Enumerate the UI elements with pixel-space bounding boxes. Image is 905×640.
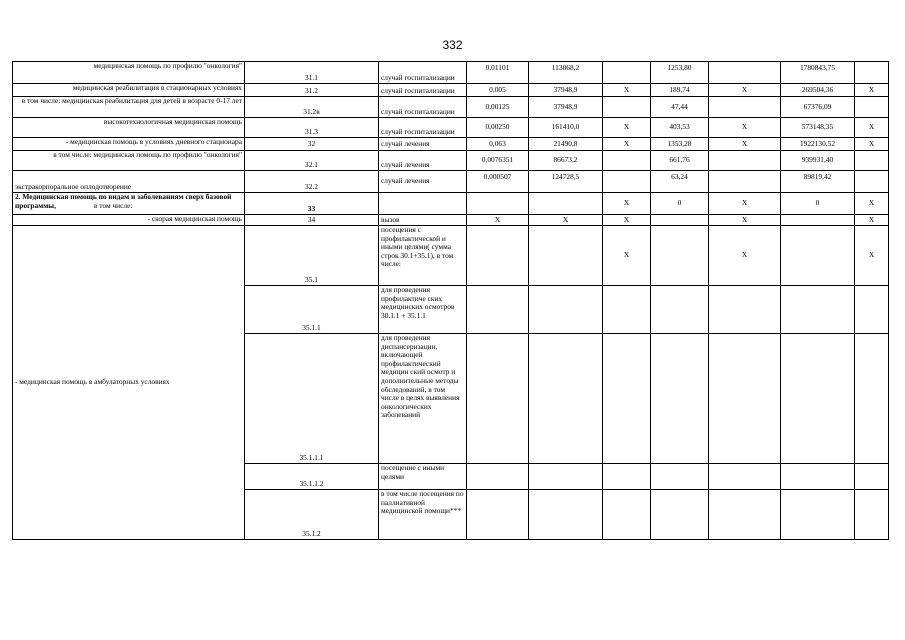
- table-cell: X: [855, 138, 889, 151]
- table-cell: [13, 215, 245, 226]
- table-cell: X: [603, 118, 651, 138]
- table-cell: [855, 334, 889, 464]
- table-cell: 1780843,75: [781, 62, 855, 84]
- table-cell: для проведения профилактиче ских медицинских осмотров 30.1.1 + 35.1.1: [379, 286, 467, 334]
- table-cell: 35.1.1: [245, 286, 379, 334]
- table-cell: 0: [651, 193, 709, 215]
- table-cell: 32.2: [245, 171, 379, 193]
- table-cell: - медицинская помощь в амбулаторных условиях: [13, 226, 245, 540]
- table-cell: X: [855, 118, 889, 138]
- table-cell: X: [855, 84, 889, 97]
- table-cell: случай госпитализации: [379, 118, 467, 138]
- table-cell: [781, 334, 855, 464]
- table-cell: [603, 151, 651, 171]
- table-row: [13, 97, 889, 118]
- table-cell: [13, 193, 245, 215]
- medical-care-table: [12, 61, 889, 540]
- table-cell: [709, 334, 781, 464]
- table-cell: X: [709, 193, 781, 215]
- table-cell: X: [855, 226, 889, 286]
- table-cell: [709, 97, 781, 118]
- row-name: высокотехнологичная медицинская помощь: [103, 117, 242, 126]
- table-cell: 47,44: [651, 97, 709, 118]
- table-cell: 1253,80: [651, 62, 709, 84]
- table-cell: X: [529, 215, 603, 226]
- table-cell: посещение с иными целями: [379, 464, 467, 490]
- row-name: - медицинская помощь в условиях дневного стационара: [65, 137, 242, 146]
- table-cell: [855, 464, 889, 490]
- table-row: [13, 118, 889, 138]
- table-cell: [379, 193, 467, 215]
- table-cell: 89819,42: [781, 171, 855, 193]
- table-cell: случай лечения: [379, 151, 467, 171]
- table-cell: [529, 490, 603, 540]
- table-cell: X: [709, 226, 781, 286]
- table-cell: случай лечения: [379, 171, 467, 193]
- table-cell: [855, 286, 889, 334]
- table-cell: [709, 286, 781, 334]
- table-cell: [709, 490, 781, 540]
- table-cell: [13, 62, 245, 84]
- table-cell: 269504,36: [781, 84, 855, 97]
- table-cell: X: [709, 84, 781, 97]
- table-cell: посещения с профилактической и иными целями( сумма строк 30.1+35.1), в том числе:: [379, 226, 467, 286]
- table-cell: [781, 286, 855, 334]
- table-cell: 0,00125: [467, 97, 529, 118]
- table-cell: [13, 151, 245, 171]
- table-cell: [709, 171, 781, 193]
- table-cell: [781, 464, 855, 490]
- table-cell: [855, 62, 889, 84]
- row-name-suffix: в том числе:: [93, 200, 133, 210]
- table-row: [13, 138, 889, 151]
- table-row: [13, 84, 889, 97]
- table-cell: X: [709, 138, 781, 151]
- table-row: [13, 215, 889, 226]
- table-cell: 0: [781, 193, 855, 215]
- table-cell: X: [709, 215, 781, 226]
- table-cell: [651, 464, 709, 490]
- table-cell: X: [709, 118, 781, 138]
- table-cell: 35.1.1.2: [245, 464, 379, 490]
- table-cell: 37948,9: [529, 84, 603, 97]
- table-cell: 63,24: [651, 171, 709, 193]
- table-cell: 32: [245, 138, 379, 151]
- table-cell: [603, 490, 651, 540]
- table-cell: 0,000507: [467, 171, 529, 193]
- table-cell: [13, 97, 245, 118]
- table-cell: [709, 464, 781, 490]
- table-cell: [709, 62, 781, 84]
- table-cell: 35.1.1.1: [245, 334, 379, 464]
- table-body: [13, 62, 889, 540]
- page-number: 332: [442, 38, 463, 52]
- table-cell: [529, 334, 603, 464]
- table-cell: 0,063: [467, 138, 529, 151]
- table-cell: [855, 151, 889, 171]
- table-cell: случай госпитализации: [379, 84, 467, 97]
- table-cell: 189,74: [651, 84, 709, 97]
- table-cell: [467, 286, 529, 334]
- table-cell: [13, 171, 245, 193]
- table-cell: [529, 226, 603, 286]
- table-cell: X: [603, 193, 651, 215]
- row-name: в том числе: медицинская помощь по профилю "онкология": [53, 150, 242, 159]
- table-cell: [529, 464, 603, 490]
- table-cell: 124728,5: [529, 171, 603, 193]
- table-cell: 34: [245, 215, 379, 226]
- table-cell: [603, 62, 651, 84]
- table-cell: X: [467, 215, 529, 226]
- table-cell: [13, 84, 245, 97]
- table-cell: 31.1: [245, 62, 379, 84]
- table-cell: 573148,35: [781, 118, 855, 138]
- table-cell: [529, 193, 603, 215]
- row-name: экстракорпоральное оплодотворение: [15, 182, 132, 192]
- table-cell: [13, 138, 245, 151]
- table-cell: [603, 464, 651, 490]
- table-cell: 67376,09: [781, 97, 855, 118]
- table-cell: 32.1: [245, 151, 379, 171]
- table-cell: 1353,28: [651, 138, 709, 151]
- table-cell: X: [603, 215, 651, 226]
- table-cell: 0,00250: [467, 118, 529, 138]
- table-cell: [467, 193, 529, 215]
- table-cell: [855, 490, 889, 540]
- table-cell: 161410,0: [529, 118, 603, 138]
- table-cell: [603, 334, 651, 464]
- table-cell: X: [603, 226, 651, 286]
- table-cell: случай госпитализации: [379, 97, 467, 118]
- table-cell: X: [855, 193, 889, 215]
- table-cell: [603, 286, 651, 334]
- table-cell: [651, 226, 709, 286]
- table-cell: [467, 464, 529, 490]
- table-cell: [467, 490, 529, 540]
- row-name: 2. Медицинская помощь по видам и заболеваниям сверх базовой программы,: [15, 192, 232, 210]
- table-cell: [709, 151, 781, 171]
- row-name: в том числе: медицинская реабилитация для детей в возрасте 0-17 лет: [21, 96, 242, 105]
- table-cell: 21490,8: [529, 138, 603, 151]
- table-cell: 86673,2: [529, 151, 603, 171]
- table-cell: вызов: [379, 215, 467, 226]
- table-cell: 1922130,52: [781, 138, 855, 151]
- row-name: медицинская реабилитация в стационарных условиях: [72, 83, 242, 92]
- table-cell: 403,53: [651, 118, 709, 138]
- table-cell: 35.1: [245, 226, 379, 286]
- table-cell: 35.1.2: [245, 490, 379, 540]
- table-cell: 0,01101: [467, 62, 529, 84]
- table-cell: случай лечения: [379, 138, 467, 151]
- table-cell: X: [603, 138, 651, 151]
- table-cell: 31.2: [245, 84, 379, 97]
- table-cell: 0,0076351: [467, 151, 529, 171]
- table-cell: для проведения диспансеризации, включающей профилактический медицин ский осмотр и дополнительные методы обследований, в том числе в целях выявления онкологических заболеваний: [379, 334, 467, 464]
- row-name: медицинская помощь по профилю "онкология": [93, 61, 242, 70]
- table-cell: [467, 226, 529, 286]
- table-cell: [529, 286, 603, 334]
- table-cell: [781, 215, 855, 226]
- table-cell: [651, 286, 709, 334]
- table-row: [13, 151, 889, 171]
- table-cell: 37948,9: [529, 97, 603, 118]
- table-cell: в том числе посещения по паллиативной медицинской помощи***: [379, 490, 467, 540]
- row-name: - скорая медицинская помощь: [147, 214, 242, 223]
- table-cell: 0,005: [467, 84, 529, 97]
- table-cell: 939931,40: [781, 151, 855, 171]
- table-cell: [855, 171, 889, 193]
- table-cell: [651, 334, 709, 464]
- table-cell: [603, 171, 651, 193]
- table-cell: X: [603, 84, 651, 97]
- table-row: [13, 193, 889, 215]
- table-cell: [855, 97, 889, 118]
- table-row: [13, 62, 889, 84]
- table-cell: [781, 226, 855, 286]
- table-cell: 113868,2: [529, 62, 603, 84]
- table-cell: 33: [245, 193, 379, 215]
- table-cell: случай госпитализации: [379, 62, 467, 84]
- table-cell: [603, 97, 651, 118]
- table-cell: 661,76: [651, 151, 709, 171]
- table-cell: [781, 490, 855, 540]
- table-cell: X: [855, 215, 889, 226]
- table-cell: [467, 334, 529, 464]
- table-cell: [651, 215, 709, 226]
- table-cell: 31.2в: [245, 97, 379, 118]
- table-cell: 31.3: [245, 118, 379, 138]
- table-cell: [13, 118, 245, 138]
- table-cell: [651, 490, 709, 540]
- table-row: [13, 226, 889, 286]
- table-row: [13, 171, 889, 193]
